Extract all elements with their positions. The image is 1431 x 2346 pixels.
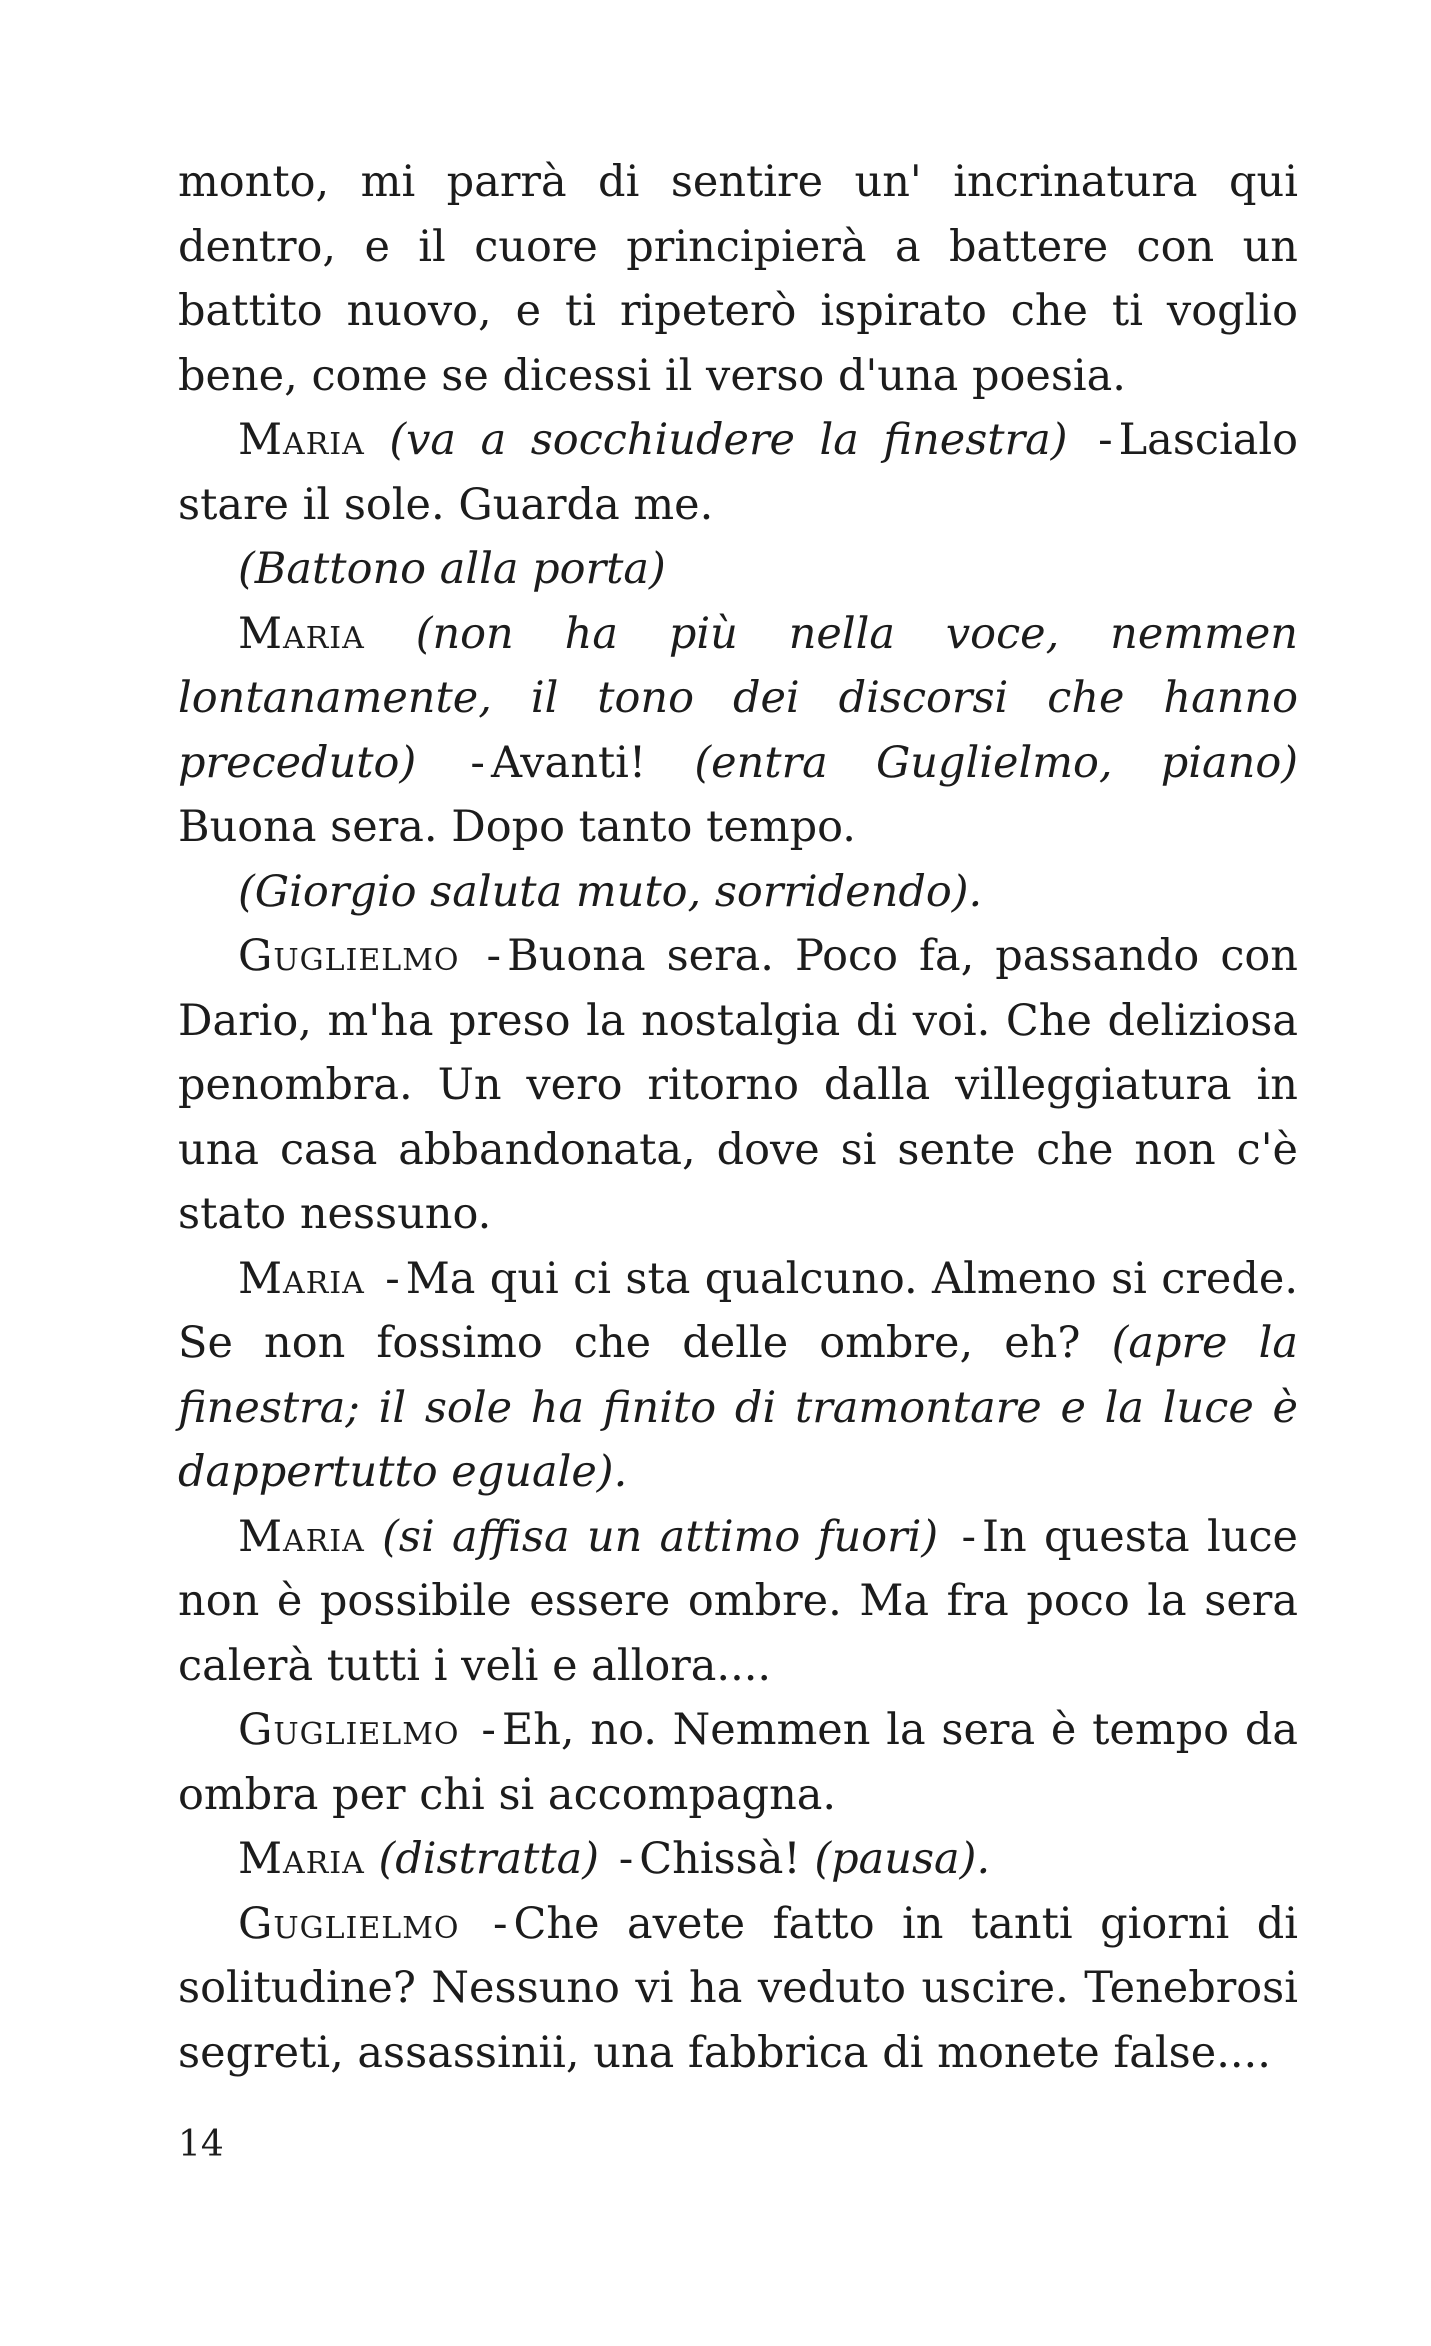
dialogue-separator: - bbox=[618, 1834, 634, 1884]
continuation-text: monto, mi parrà di sentire un' incrinatura qui dentro, e il cuore principierà a battere con un battito nuovo, e ti ripeterò ispirato che ti voglio bene, come se dicessi il verso d'una poesia. bbox=[178, 157, 1298, 401]
paragraph-maria-3 bbox=[178, 1247, 1298, 1505]
paragraph-guglielmo-1 bbox=[178, 924, 1298, 1247]
dialogue-separator: - bbox=[481, 1705, 496, 1755]
dialogue-text: Avanti! bbox=[490, 737, 647, 788]
dialogue-separator: - bbox=[1098, 415, 1113, 465]
stage-direction: (non ha più nella voce, nemmen lontanamente, il tono dei discorsi che hanno preceduto) bbox=[178, 608, 1298, 788]
paragraph-stage-giorgio bbox=[178, 860, 1298, 925]
dialogue-separator: - bbox=[385, 1253, 400, 1304]
paragraph-continuation bbox=[178, 150, 1298, 408]
paragraph-maria-5 bbox=[178, 1827, 1298, 1892]
paragraph-guglielmo-3 bbox=[178, 1892, 1298, 2086]
stage-direction: (entra Guglielmo, piano) bbox=[694, 737, 1299, 788]
dialogue-text: Buona sera. Dopo tanto tempo. bbox=[178, 802, 856, 852]
page-number: 14 bbox=[178, 2124, 224, 2165]
paragraph-stage-knock bbox=[178, 537, 1298, 602]
speaker-name: Maria bbox=[238, 1834, 365, 1884]
dialogue-text: Eh, no. Nemmen la sera è tempo da ombra per chi si accompagna. bbox=[178, 1705, 1298, 1820]
speaker-name: Maria bbox=[238, 1253, 365, 1304]
dialogue-text: Chissà! bbox=[639, 1834, 801, 1884]
speaker-name: Maria bbox=[238, 608, 365, 659]
dialogue-text: In questa luce non è possibile essere ombre. Ma fra poco la sera calerà tutti i veli e allora.... bbox=[178, 1511, 1298, 1691]
stage-direction: (distratta) bbox=[378, 1834, 600, 1884]
speaker-name: Maria bbox=[238, 1511, 365, 1562]
speaker-name: Guglielmo bbox=[238, 931, 460, 981]
dialogue-separator: - bbox=[961, 1511, 977, 1562]
dialogue-text: Ma qui ci sta qualcuno. Almeno si crede. Se non fossimo che delle ombre, eh? bbox=[178, 1253, 1299, 1368]
speaker-name: Guglielmo bbox=[238, 1705, 460, 1755]
dialogue-text: Buona sera. Poco fa, passando con Dario, m'ha preso la nostalgia di voi. Che deliziosa penombra. Un vero ritorno dalla villeggiatura in una casa abbandonata, dove si sente che non c'è stato nessuno. bbox=[178, 931, 1298, 1239]
stage-direction: (va a socchiudere la finestra) bbox=[389, 415, 1068, 465]
dialogue-separator: - bbox=[470, 737, 485, 788]
book-page bbox=[178, 150, 1298, 2085]
stage-direction: (Giorgio saluta muto, sorridendo). bbox=[238, 866, 983, 917]
dialogue-text: Che avete fatto in tanti giorni di solitudine? Nessuno vi ha veduto uscire. Tenebrosi segreti, assassinii, una fabbrica di monete false.... bbox=[178, 1898, 1298, 2078]
dialogue-text: Lascialo stare il sole. Guarda me. bbox=[178, 415, 1298, 530]
paragraph-maria-2 bbox=[178, 602, 1298, 860]
stage-direction: (apre la finestra; il sole ha finito di tramontare e la luce è dappertutto eguale). bbox=[178, 1318, 1299, 1497]
speaker-name: Guglielmo bbox=[238, 1898, 460, 1949]
stage-direction: (Battono alla porta) bbox=[238, 544, 666, 594]
dialogue-separator: - bbox=[492, 1898, 508, 1949]
dialogue-separator: - bbox=[486, 931, 502, 981]
paragraph-maria-1 bbox=[178, 408, 1298, 537]
stage-direction: (si affisa un attimo fuori) bbox=[382, 1511, 939, 1562]
stage-direction: (pausa). bbox=[814, 1834, 991, 1884]
paragraph-maria-4 bbox=[178, 1505, 1298, 1699]
paragraph-guglielmo-2 bbox=[178, 1698, 1298, 1827]
speaker-name: Maria bbox=[238, 415, 365, 465]
